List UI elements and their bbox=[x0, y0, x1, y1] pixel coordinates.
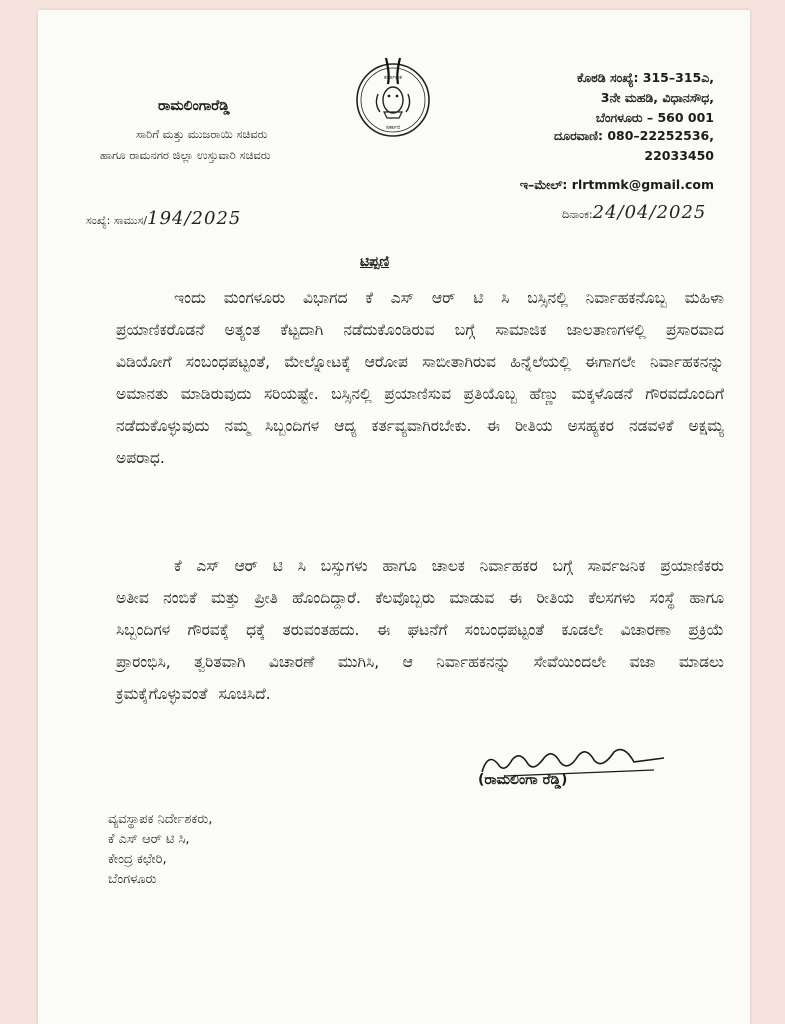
designation-line-1: ಸಾರಿಗೆ ಮತ್ತು ಮುಜರಾಯಿ ಸಚಿವರು bbox=[136, 127, 268, 141]
emblem-top-text: ಕರ್ನಾಟಕ bbox=[384, 74, 402, 81]
date-label: ದಿನಾಂಕ: bbox=[562, 208, 593, 221]
letter-date bbox=[562, 202, 706, 223]
office-address bbox=[577, 68, 714, 128]
body-paragraph: ಇಂದು ಮಂಗಳೂರು ವಿಭಾಗದ ಕೆ ಎಸ್ ಆರ್ ಟಿ ಸಿ ಬಸ್ಸಿನಲ್ಲಿ ನಿರ್ವಾಹಕನೊಬ್ಬ ಮಹಿಳಾ ಪ್ರಯಾಣಿಕರೊಡನೆ ಅತ್ಯಂತ ಕೆಟ್ಟದಾಗಿ ನಡೆದುಕೊಂಡಿರುವ ಬಗ್ಗೆ ಸಾಮಾಜಿಕ ಜಾಲತಾಣಗಳಲ್ಲಿ ಪ್ರಸಾರವಾದ ವಿಡಿಯೋಗೆ ಸಂಬಂಧಪಟ್ಟಂತೆ, ಮೇಲ್ನೋಟಕ್ಕೆ ಆರೋಪ ಸಾಬೀತಾಗಿರುವ ಹಿನ್ನೆಲೆಯಲ್ಲಿ ಈಗಾಗಲೇ ನಿರ್ವಾಹಕನನ್ನು ಅಮಾನತು ಮಾಡಿರುವುದು ಸರಿಯಷ್ಟೇ. ಬಸ್ಸಿನಲ್ಲಿ ಪ್ರಯಾಣಿಸುವ ಪ್ರತಿಯೊಬ್ಬ ಹೆಣ್ಣು ಮಕ್ಕಳೊಡನೆ ಗೌರವದೊಂದಿಗೆ ನಡೆದುಕೊಳ್ಳುವುದು ನಮ್ಮ ಸಿಬ್ಬಂದಿಗಳ ಆದ್ಯ ಕರ್ತವ್ಯವಾಗಿರಬೇಕು. ಈ ರೀತಿಯ ಅಸಹ್ಯಕರ ನಡವಳಿಕೆ ಅಕ್ಷಮ್ಯ ಅಪರಾಧ. bbox=[116, 289, 724, 467]
email-address: ಇ–ಮೇಲ್: rlrtmmk@gmail.com bbox=[519, 177, 714, 192]
subject-heading: ಟಿಪ್ಪಣಿ bbox=[360, 254, 390, 270]
phone-block bbox=[554, 126, 714, 166]
designation-line-2: ಹಾಗೂ ರಾಮನಗರ ಜಿಲ್ಲಾ ಉಸ್ತುವಾರಿ ಸಚಿವರು bbox=[100, 148, 271, 162]
address-line: ಬೆಂಗಳೂರು – 560 001 bbox=[595, 110, 714, 125]
reference-label: ಸಂಖ್ಯೆ: ಸಾಮುಸ/ bbox=[86, 214, 148, 227]
signatory-name: (ರಾಮಲಿಂಗಾ ರೆಡ್ಡಿ) bbox=[478, 772, 568, 788]
reference-number bbox=[86, 208, 241, 229]
recipient-line: ಕೆ ಎಸ್ ಆರ್ ಟಿ ಸಿ, bbox=[108, 832, 190, 847]
letter-page bbox=[38, 10, 750, 1024]
reference-value: 194/2025 bbox=[147, 208, 242, 229]
date-value: 24/04/2025 bbox=[592, 202, 707, 223]
minister-name: ರಾಮಲಿಂಗಾರೆಡ್ಡಿ bbox=[158, 98, 230, 114]
karnataka-emblem-icon bbox=[350, 54, 436, 140]
phone-number-extra: 22033450 bbox=[644, 148, 714, 163]
address-line: 3ನೇ ಮಹಡಿ, ವಿಧಾನಸೌಧ, bbox=[600, 90, 714, 105]
emblem-bottom-text: ಸರ್ಕಾರ bbox=[385, 124, 401, 131]
body-paragraph: ಕೆ ಎಸ್ ಆರ್ ಟಿ ಸಿ ಬಸ್ಸುಗಳು ಹಾಗೂ ಚಾಲಕ ನಿರ್ವಾಹಕರ ಬಗ್ಗೆ ಸಾರ್ವಜನಿಕ ಪ್ರಯಾಣಿಕರು ಅತೀವ ನಂಬಿಕೆ ಮತ್ತು ಪ್ರೀತಿ ಹೊಂದಿದ್ದಾರೆ. ಕೆಲವೊಬ್ಬರು ಮಾಡುವ ಈ ರೀತಿಯ ಕೆಲಸಗಳು ಸಂಸ್ಥೆ ಹಾಗೂ ಸಿಬ್ಬಂದಿಗಳ ಗೌರವಕ್ಕೆ ಧಕ್ಕೆ ತರುವಂತಹದು. ಈ ಘಟನೆಗೆ ಸಂಬಂಧಪಟ್ಟಂತೆ ಕೂಡಲೇ ವಿಚಾರಣಾ ಪ್ರಕ್ರಿಯೆ ಪ್ರಾರಂಭಿಸಿ, ತ್ವರಿತವಾಗಿ ವಿಚಾರಣೆ ಮುಗಿಸಿ, ಆ ನಿರ್ವಾಹಕನನ್ನು ಸೇವೆಯಿಂದಲೇ ವಜಾ ಮಾಡಲು ಕ್ರಮಕೈಗೊಳ್ಳುವಂತೆ ಸೂಚಿಸಿದೆ. bbox=[116, 557, 724, 703]
address-line: ಕೊಠಡಿ ಸಂಖ್ಯೆ: 315–315ಎ, bbox=[577, 70, 714, 85]
recipient-line: ಕೇಂದ್ರ ಕಛೇರಿ, bbox=[108, 852, 167, 867]
recipient-line: ವ್ಯವಸ್ಥಾಪಕ ನಿರ್ದೇಶಕರು, bbox=[108, 812, 213, 827]
recipient-address bbox=[108, 810, 212, 890]
phone-number: ದೂರವಾಣಿ: 080–22252536, bbox=[554, 128, 714, 143]
recipient-line: ಬೆಂಗಳೂರು bbox=[108, 872, 157, 887]
